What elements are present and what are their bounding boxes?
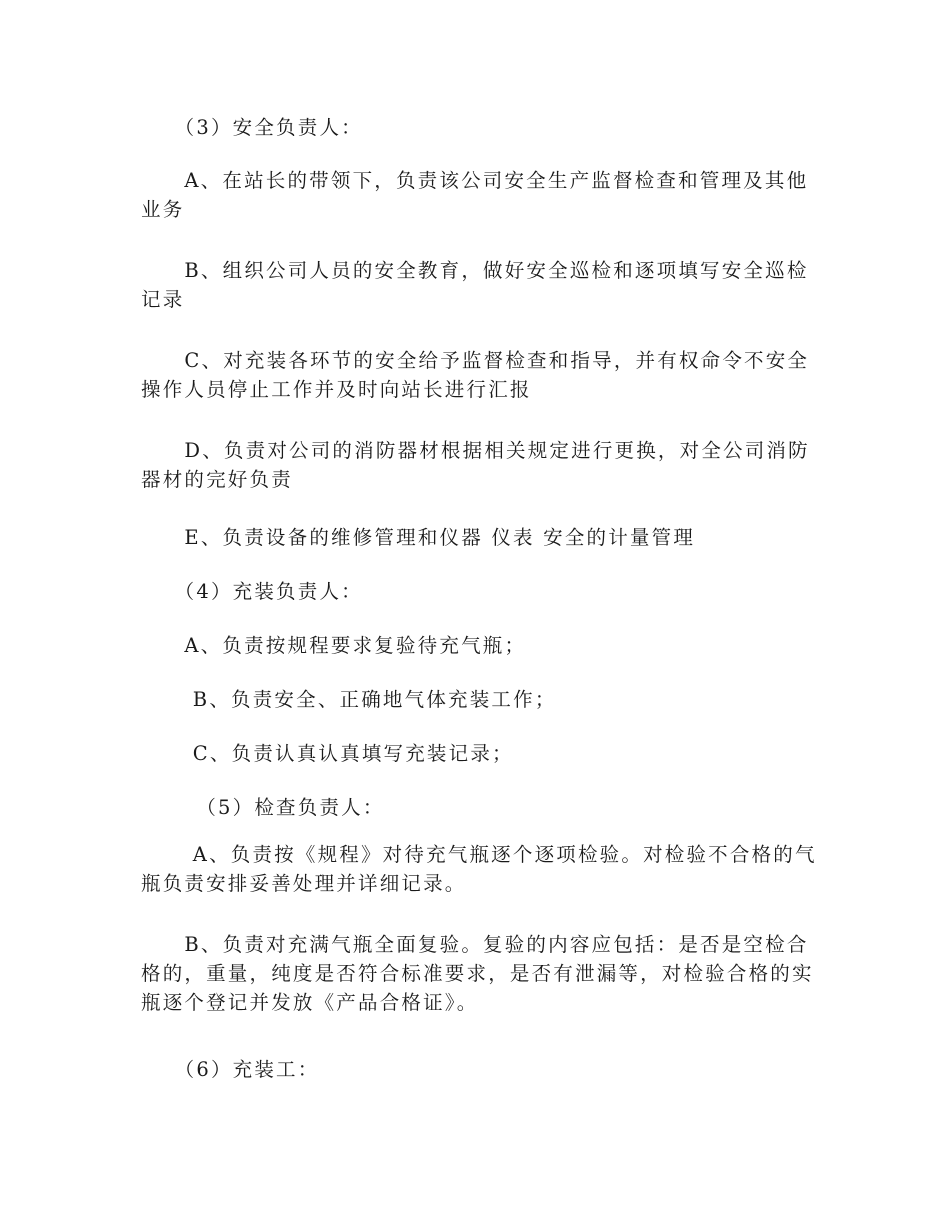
section-heading-filling-worker: （6）充装工：: [141, 1058, 320, 1081]
paragraph: A、负责按《规程》对待充气瓶逐个逐项检验。对检验不合格的气瓶负责安排妥善处理并详细记录。: [141, 843, 817, 895]
paragraph: A、在站长的带领下，负责该公司安全生产监督检查和管理及其他业务: [141, 169, 809, 221]
section-heading-safety-officer: （3）安全负责人：: [141, 116, 363, 139]
paragraph: A、负责按规程要求复验待充气瓶；: [141, 634, 527, 657]
section-heading-inspection-officer: （5）检查负责人：: [141, 796, 385, 819]
paragraph: C、负责认真认真填写充装记录；: [141, 742, 514, 765]
section-heading-filling-officer: （4）充装负责人：: [141, 580, 363, 603]
paragraph: B、负责对充满气瓶全面复验。复验的内容应包括：是否是空检合格的，重量，纯度是否符合标准要求，是否有泄漏等，对检验合格的实瓶逐个登记并发放《产品合格证》。: [141, 933, 814, 1014]
paragraph: B、负责安全、正确地气体充装工作；: [141, 688, 557, 711]
paragraph: C、对充装各环节的安全给予监督检查和指导，并有权命令不安全操作人员停止工作并及时向站长进行汇报: [141, 349, 810, 401]
paragraph: B、组织公司人员的安全教育，做好安全巡检和逐项填写安全巡检记录: [141, 259, 809, 311]
paragraph: D、负责对公司的消防器材根据相关规定进行更换，对全公司消防器材的完好负责: [141, 439, 810, 491]
paragraph: E、负责设备的维修管理和仪器 仪表 安全的计量管理: [141, 526, 696, 549]
